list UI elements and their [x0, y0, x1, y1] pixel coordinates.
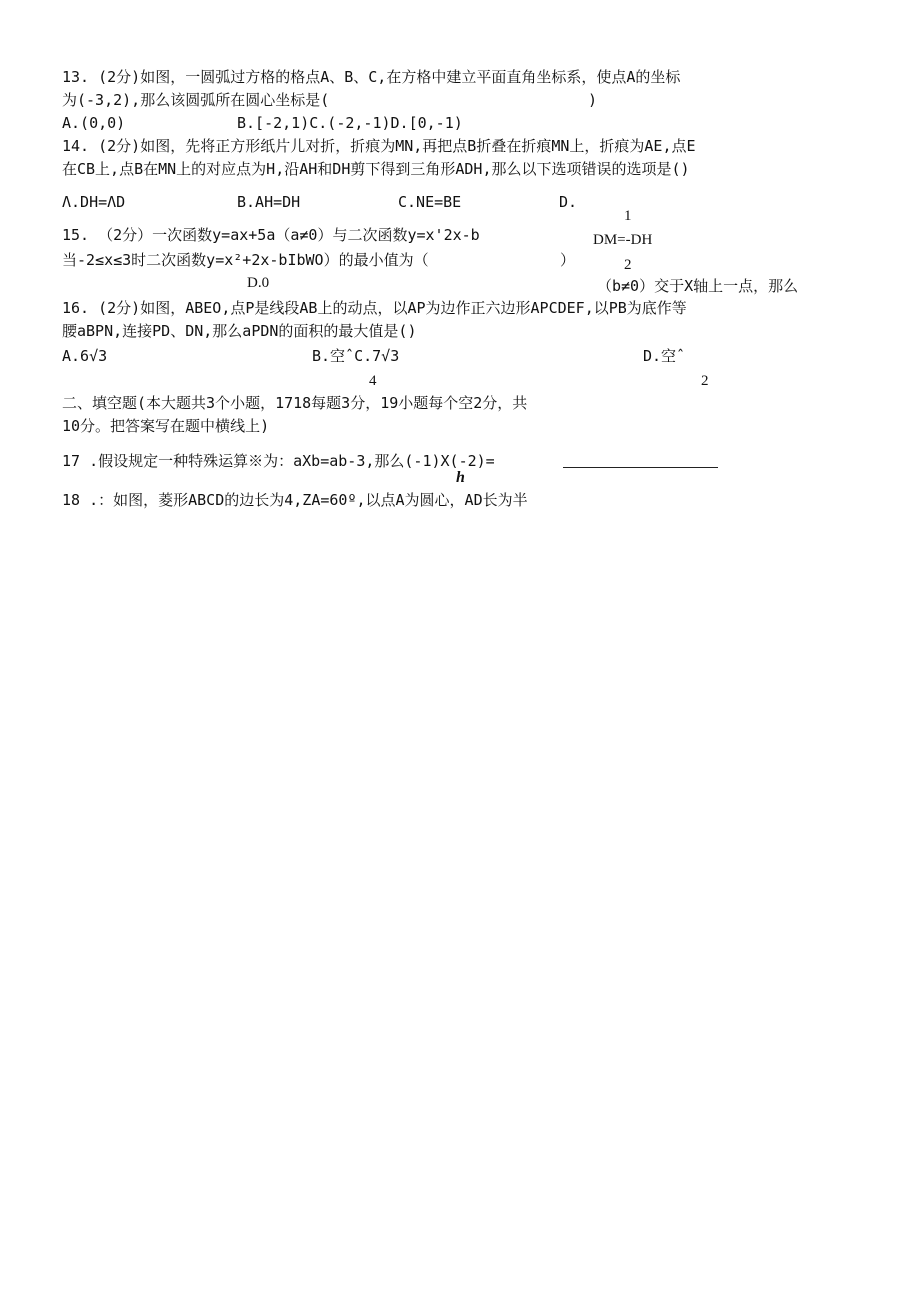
q15-line2-close: ） [560, 251, 576, 269]
q16-option-d: D.空ˆ [643, 347, 686, 365]
q13-option-a: A.(0,0) [62, 114, 126, 132]
q15-line1: 15. （2分）一次函数y=ax+5a（a≠0）与二次函数y=x'2x-b [62, 226, 480, 244]
section2-heading-line2: 10分。把答案写在题中横线上) [62, 417, 270, 435]
q14-option-b: B.AH=DH [237, 193, 301, 211]
q13-line2: 为(-3,2),那么该圆弧所在圆心坐标是( [62, 91, 330, 109]
q14-option-d-denominator: 2 [624, 257, 632, 273]
q17-answer-blank[interactable] [563, 467, 718, 468]
q14-line2: 在CB上,点B在MN上的对应点为H,沿AH和DH剪下得到三角形ADH,那么以下选项错误的选项是() [62, 160, 690, 178]
q15-option-d: D.0 [247, 275, 270, 291]
q15-side-text: （b≠0）交于X轴上一点，那么 [597, 277, 799, 295]
q16-option-b-denominator: 4 [369, 373, 377, 389]
q17-text: 17 .假设规定一种特殊运算※为：aXb=ab-3,那么(-1)X(-2)= [62, 452, 495, 470]
q14-option-d-expression: DM=-DH [593, 232, 653, 248]
q13-options-bcd: B.[-2,1)C.(-2,-1)D.[0,-1) [237, 114, 463, 132]
q16-line2: 腰aBPN,连接PD、DN,那么aPDN的面积的最大值是() [62, 322, 417, 340]
q14-option-d-numerator: 1 [624, 208, 632, 224]
q14-option-a: Λ.DH=ΛD [62, 193, 126, 211]
q15-line2: 当-2≤x≤3时二次函数y=x²+2x-bIbWO）的最小值为（ [62, 251, 429, 269]
q14-line1: 14. (2分)如图，先将正方形纸片儿对折，折痕为MN,再把点B折叠在折痕MN上，折痕为AE,点E [62, 137, 696, 155]
q14-option-d: D. [559, 193, 578, 211]
q13-line2-close: ) [588, 91, 598, 109]
q13-line1: 13. (2分)如图，一圆弧过方格的格点A、B、C,在方格中建立平面直角坐标系，使点A的坐标 [62, 68, 681, 86]
q16-options-bc: B.空ˆC.7√3 [312, 347, 400, 365]
q17-mark: h [456, 469, 465, 486]
section2-heading-line1: 二、填空题(本大题共3个小题，1718每题3分，19小题每个空2分，共 [62, 394, 528, 412]
q16-line1: 16. (2分)如图，ABEO,点P是线段AB上的动点，以AP为边作正六边形APCDEF,以PB为底作等 [62, 299, 687, 317]
q16-option-d-denominator: 2 [701, 373, 709, 389]
q16-option-a: A.6√3 [62, 347, 108, 365]
q14-option-c: C.NE=BE [398, 193, 462, 211]
q18-text: 18 .：如图，菱形ABCD的边长为4,ZA=60º,以点A为圆心，AD长为半 [62, 491, 528, 509]
